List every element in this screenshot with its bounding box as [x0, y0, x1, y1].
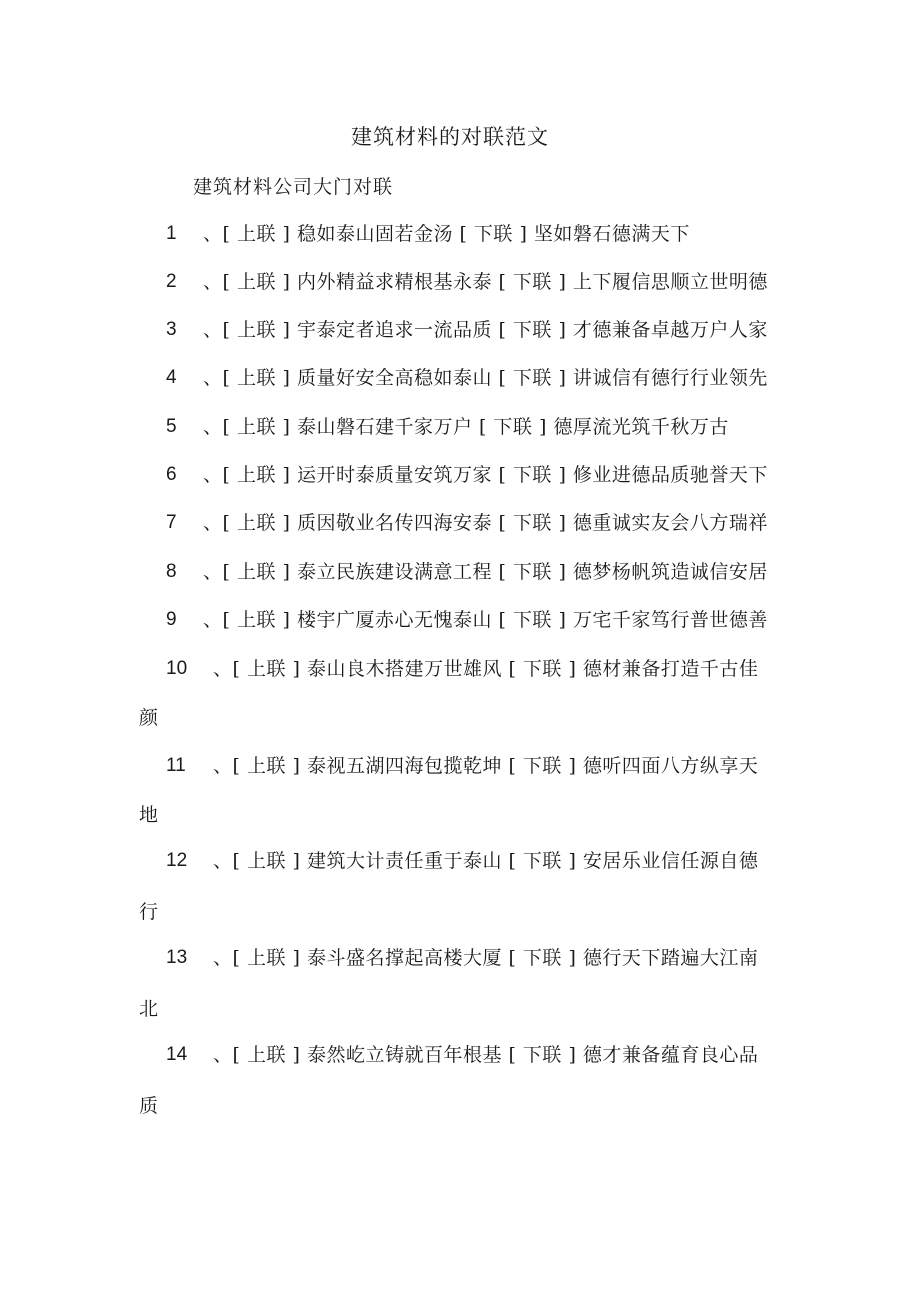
- item-text: 、[ 上联 ] 运开时泰质量安筑万家 [ 下联 ] 修业进德品质驰誉天下: [203, 464, 768, 486]
- item-number: 12: [166, 850, 188, 871]
- item-number: 11: [166, 755, 186, 776]
- item-number: 5: [166, 416, 177, 437]
- item-text-continuation: 北: [139, 998, 159, 1020]
- document-subtitle: 建筑材料公司大门对联: [193, 176, 394, 198]
- item-text: 、[ 上联 ] 质因敬业名传四海安泰 [ 下联 ] 德重诚实友会八方瑞祥: [203, 512, 768, 534]
- item-number: 14: [166, 1044, 188, 1065]
- item-text: 、[ 上联 ] 泰斗盛名撑起高楼大厦 [ 下联 ] 德行天下踏遍大江南: [213, 947, 759, 969]
- item-number: 2: [166, 271, 177, 292]
- item-number: 6: [166, 464, 177, 485]
- item-text: 、[ 上联 ] 泰山磐石建千家万户 [ 下联 ] 德厚流光筑千秋万古: [203, 416, 729, 438]
- item-number: 7: [166, 512, 177, 533]
- document-title: 建筑材料的对联范文: [351, 125, 549, 149]
- item-text: 、[ 上联 ] 质量好安全高稳如泰山 [ 下联 ] 讲诚信有德行行业领先: [203, 367, 768, 389]
- item-text-continuation: 行: [139, 901, 159, 923]
- item-number: 8: [166, 561, 177, 582]
- item-text: 、[ 上联 ] 泰山良木搭建万世雄风 [ 下联 ] 德材兼备打造千古佳: [213, 658, 759, 680]
- item-text-continuation: 质: [139, 1095, 159, 1117]
- item-text: 、[ 上联 ] 宇泰定者追求一流品质 [ 下联 ] 才德兼备卓越万户人家: [203, 319, 768, 341]
- item-text: 、[ 上联 ] 泰立民族建设满意工程 [ 下联 ] 德梦杨帆筑造诚信安居: [203, 561, 768, 583]
- item-text: 、[ 上联 ] 楼宇广厦赤心无愧泰山 [ 下联 ] 万宅千家笃行普世德善: [203, 609, 768, 631]
- item-text: 、[ 上联 ] 内外精益求精根基永泰 [ 下联 ] 上下履信思顺立世明德: [203, 271, 768, 293]
- item-number: 3: [166, 319, 177, 340]
- item-number: 1: [166, 223, 177, 244]
- item-number: 4: [166, 367, 177, 388]
- item-text: 、[ 上联 ] 泰视五湖四海包揽乾坤 [ 下联 ] 德听四面八方纵享天: [213, 755, 759, 777]
- item-number: 10: [166, 658, 188, 679]
- item-text: 、[ 上联 ] 泰然屹立铸就百年根基 [ 下联 ] 德才兼备蕴育良心品: [213, 1044, 759, 1066]
- item-text: 、[ 上联 ] 建筑大计责任重于泰山 [ 下联 ] 安居乐业信任源自德: [213, 850, 759, 872]
- item-number: 9: [166, 609, 177, 630]
- item-text-continuation: 地: [139, 804, 159, 826]
- item-text: 、[ 上联 ] 稳如泰山固若金汤 [ 下联 ] 坚如磐石德满天下: [203, 223, 690, 245]
- item-number: 13: [166, 947, 188, 968]
- item-text-continuation: 颜: [139, 707, 159, 729]
